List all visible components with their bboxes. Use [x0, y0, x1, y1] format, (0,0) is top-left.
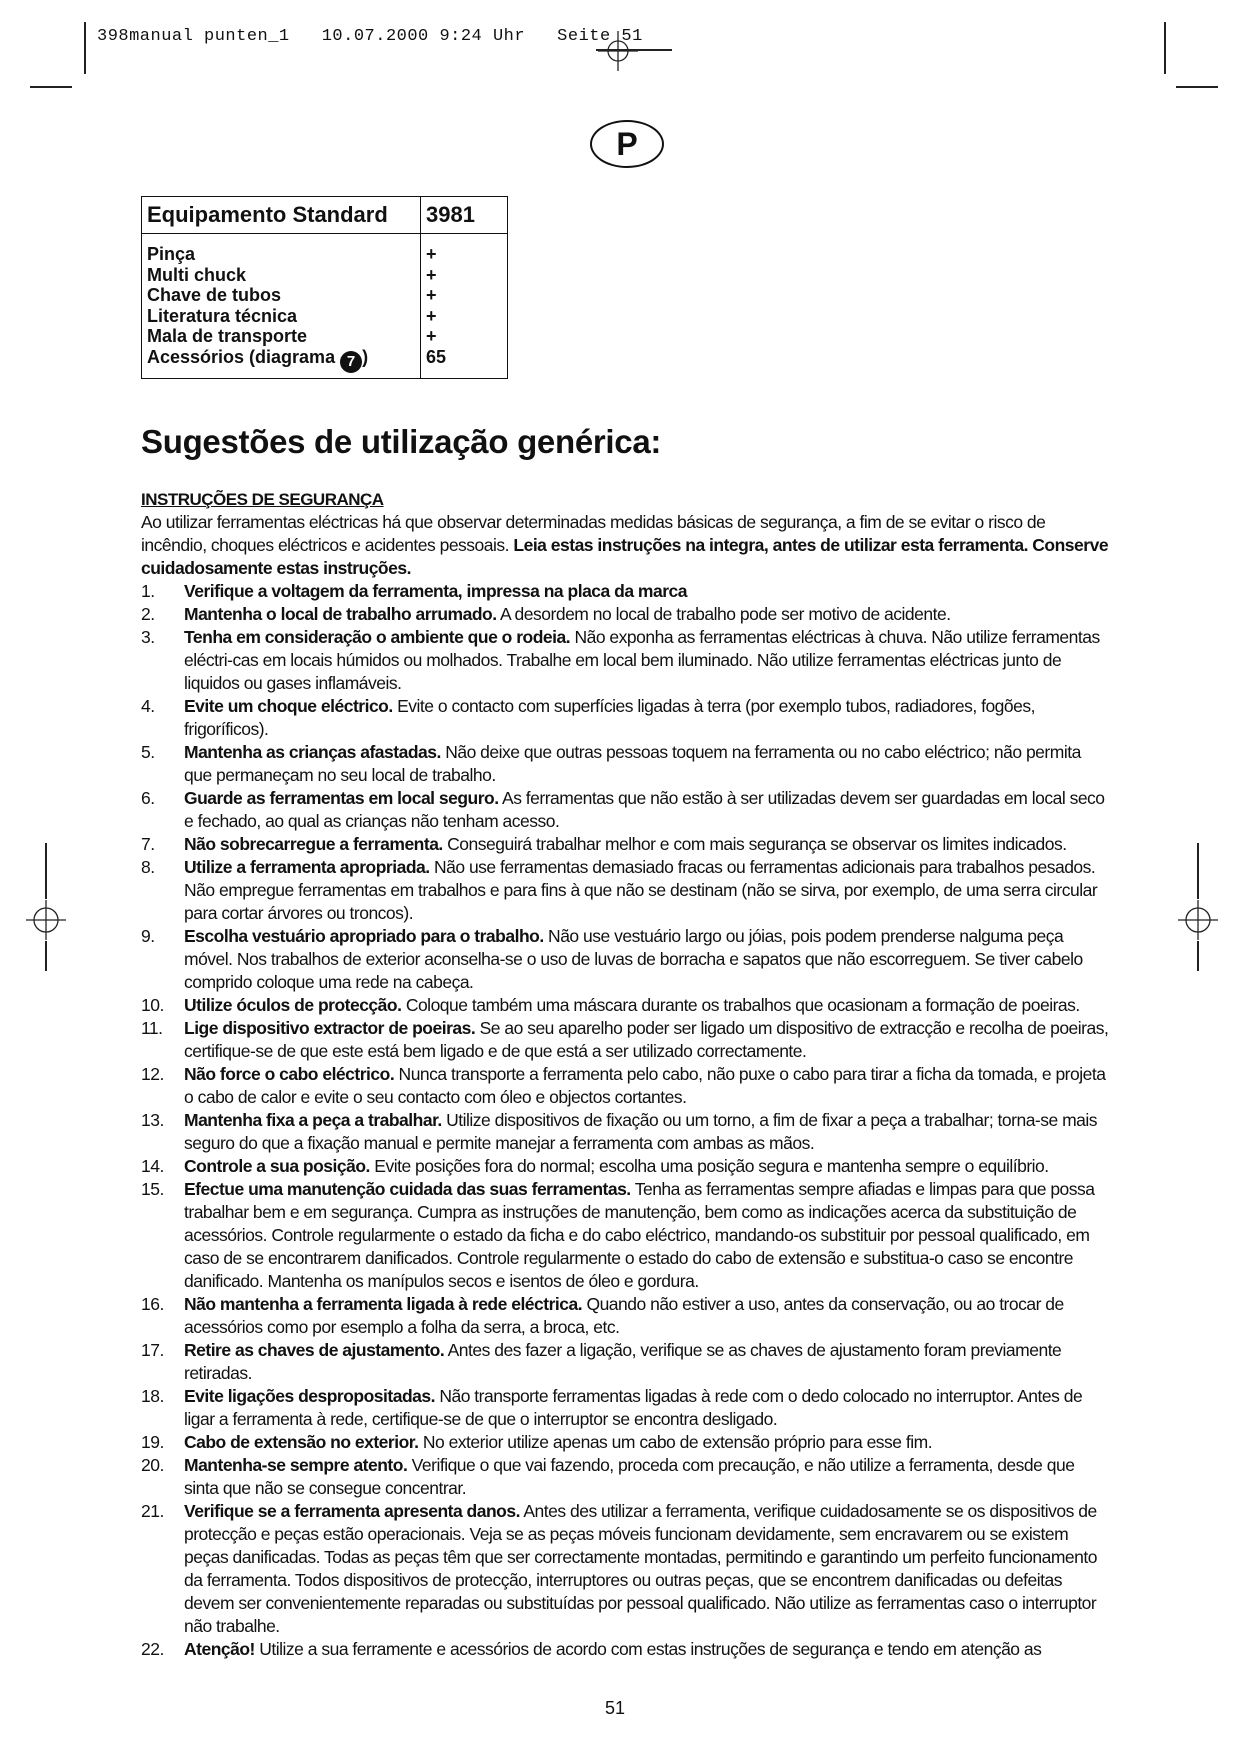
safety-title: INSTRUÇÕES DE SEGURANÇA: [141, 490, 384, 509]
equipment-item: Pinça: [147, 244, 196, 264]
rule-text: Coloque também uma máscara durante os trabalhos que ocasionam a formação de poeiras.: [401, 995, 1080, 1015]
equipment-value: +: [426, 244, 437, 264]
rule-title: Utilize a ferramenta apropriada.: [184, 857, 430, 877]
rule-text: Antes des utilizar a ferramenta, verifique cuidadosamente se os dispositivos de protecção e peças estão operacionais. Veja se as peças móveis funcionam devidamente, sem encravarem ou se existem peças danificadas. Todas as peças têm que ser correctamente montadas, permitindo e garantindo um perfeito funcionamento da ferramenta. Todos dispositivos de protecção, interruptores ou outras peças, que se encontrem danificadas ou defeitas devem ser convenientemente reparadas ou substituídas por pessoal qualificado. Não utilize as ferramentas caso o interruptor não trabalhe.: [184, 1501, 1097, 1636]
rule-text: Não use vestuário largo ou jóias, pois podem prenderse nalguma peça móvel. Nos trabalhos de exterior aconselha-se o uso de luvas de borracha e sapatos que não escorreguem. Se tiver cabelo comprido coloque uma rede na cabeça.: [184, 926, 1083, 992]
safety-intro: [141, 511, 1111, 580]
rule-title: Retire as chaves de ajustamento.: [184, 1340, 445, 1360]
safety-rule: [141, 1339, 1111, 1385]
rule-number: 18.: [141, 1386, 164, 1406]
rule-text: Utilize a sua ferramente e acessórios de acordo com estas instruções de segurança e tendo em atenção as: [254, 1639, 1042, 1659]
language-badge: P: [590, 120, 664, 168]
rule-number: 2.: [141, 604, 155, 624]
rule-number: 9.: [141, 926, 155, 946]
rule-text: Não deixe que outras pessoas toquem na ferramenta ou no cabo eléctrico; não permita que permaneçam no seu local de trabalho.: [184, 742, 1081, 785]
rule-number: 11.: [141, 1018, 163, 1038]
crop-mark: [45, 941, 47, 971]
safety-rule: [141, 1385, 1111, 1431]
rule-number: 3.: [141, 627, 155, 647]
rule-text: Evite o contacto com superfícies ligadas à terra (por exemplo tubos, radiadores, fogões, frigoríficos).: [184, 696, 1035, 739]
registration-mark-icon: [26, 900, 66, 940]
rule-title: Guarde as ferramentas em local seguro.: [184, 788, 499, 808]
equipment-values: [421, 234, 508, 379]
standard-equipment-table: [141, 196, 508, 379]
safety-instructions: [141, 488, 1111, 1661]
registration-mark-icon: [1178, 900, 1218, 940]
rule-text: As ferramentas que não estão à ser utilizadas devem ser guardadas em local seco e fechado, ao qual as crianças não tenham acesso.: [184, 788, 1105, 831]
rule-title: Utilize óculos de protecção.: [184, 995, 402, 1015]
rule-title: Não sobrecarregue a ferramenta.: [184, 834, 443, 854]
crop-mark: [1197, 843, 1199, 899]
diagram-number-badge: 7: [340, 351, 362, 373]
rule-number: 1.: [141, 581, 155, 601]
safety-intro-text: Ao utilizar ferramentas eléctricas há que observar determinadas medidas básicas de segurança, a fim de se evitar o risco de incêndio, choques eléctricos e acidentes pessoais.: [141, 512, 1046, 555]
rule-number: 10.: [141, 995, 164, 1015]
rule-text: Evite posições fora do normal; escolha uma posição segura e mantenha sempre o equilíbrio.: [369, 1156, 1049, 1176]
rule-number: 6.: [141, 788, 155, 808]
safety-rules-list: [141, 580, 1111, 1661]
rule-number: 4.: [141, 696, 155, 716]
rule-text: Quando não estiver a uso, antes da conservação, ou ao trocar de acessórios como por esemplo a folha da serra, a broca, etc.: [184, 1294, 1064, 1337]
safety-rule: [141, 994, 1111, 1017]
rule-title: Mantenha fixa a peça a trabalhar.: [184, 1110, 442, 1130]
rule-number: 8.: [141, 857, 155, 877]
table-header-model: 3981: [421, 197, 508, 234]
rule-number: 12.: [141, 1064, 164, 1084]
rule-text: Conseguirá trabalhar melhor e com mais segurança se observar os limites indicados.: [442, 834, 1067, 854]
safety-rule: [141, 787, 1111, 833]
rule-title: Tenha em consideração o ambiente que o rodeia.: [184, 627, 571, 647]
accessories-label: Acessórios (diagrama: [147, 346, 336, 367]
safety-intro-bold: Leia estas instruções na integra, antes de utilizar esta ferramenta. Conserve cuidadosamente estas instruções.: [141, 535, 1109, 578]
section-heading: Sugestões de utilização genérica:: [141, 423, 662, 460]
table-header-label: Equipamento Standard: [142, 197, 421, 234]
rule-title: Verifique a voltagem da ferramenta, impressa na placa da marca: [184, 581, 687, 601]
page-number: 51: [605, 1698, 626, 1718]
crop-mark: [84, 22, 86, 74]
safety-rule: [141, 1454, 1111, 1500]
rule-text: Verifique o que vai fazendo, proceda com precaução, e não utilize a ferramenta, desde que sinta que não se consegue concentrar.: [184, 1455, 1075, 1498]
equipment-item: Mala de transporte: [147, 326, 308, 346]
rule-number: 20.: [141, 1455, 164, 1475]
equipment-item: Literatura técnica: [147, 305, 298, 326]
rule-text: No exterior utilize apenas um cabo de extensão próprio para esse fim.: [418, 1432, 933, 1452]
crop-mark: [1164, 22, 1166, 74]
rule-title: Controle a sua posição.: [184, 1156, 370, 1176]
safety-rule: [141, 856, 1111, 925]
safety-rule: [141, 1431, 1111, 1454]
safety-rule: [141, 1638, 1111, 1661]
accessories-close: ): [362, 346, 369, 367]
print-slug: 398manual punten_1 10.07.2000 9:24 Uhr Seite 51: [97, 27, 643, 46]
rule-number: 5.: [141, 742, 155, 762]
rule-title: Não force o cabo eléctrico.: [184, 1064, 395, 1084]
safety-rule: [141, 1155, 1111, 1178]
equipment-item-accessories: [147, 347, 415, 373]
rule-text: Antes des fazer a ligação, verifique se as chaves de ajustamento foram previamente retiradas.: [184, 1340, 1062, 1383]
crop-mark: [1197, 941, 1199, 971]
safety-rule: [141, 603, 1111, 626]
crop-mark: [45, 843, 47, 899]
rule-text: A desordem no local de trabalho pode ser motivo de acidente.: [496, 604, 951, 624]
rule-text: Não transporte ferramentas ligadas à rede com o dedo colocado no interruptor. Antes de ligar a ferramenta à rede, certifique-se de que o interruptor se encontra desligado.: [184, 1386, 1083, 1429]
rule-title: Verifique se a ferramenta apresenta danos.: [184, 1501, 520, 1521]
rule-number: 22.: [141, 1639, 164, 1659]
safety-rule: [141, 626, 1111, 695]
equipment-value: +: [426, 285, 437, 305]
safety-rule: [141, 1109, 1111, 1155]
equipment-item: Multi chuck: [147, 264, 247, 285]
rule-title: Mantenha o local de trabalho arrumado.: [184, 604, 497, 624]
safety-rule: [141, 741, 1111, 787]
crop-mark: [1176, 86, 1218, 88]
rule-number: 21.: [141, 1501, 164, 1521]
rule-title: Cabo de extensão no exterior.: [184, 1432, 419, 1452]
equipment-labels: [142, 234, 421, 379]
crop-mark: [30, 86, 72, 88]
rule-text: Não exponha as ferramentas eléctricas à chuva. Não utilize ferramentas eléctri-cas em locais húmidos ou molhados. Trabalhe em local bem iluminado. Não utilize ferramentas eléctricas junto de liquidos ou gases inflamáveis.: [184, 627, 1100, 693]
table-header-row: [142, 197, 508, 234]
rule-title: Evite ligações despropositadas.: [184, 1386, 435, 1406]
safety-rule: [141, 1293, 1111, 1339]
rule-title: Lige dispositivo extractor de poeiras.: [184, 1018, 476, 1038]
rule-text: Não use ferramentas demasiado fracas ou ferramentas adicionais para trabalhos pesados. Não empregue ferramentas em trabalhos e para fins à que não se destinam (não se sirva, por exemplo, de uma serra circular para cortar árvores ou troncos).: [184, 857, 1098, 923]
safety-rule: [141, 1017, 1111, 1063]
rule-text: Utilize dispositivos de fixação ou um torno, a fim de fixar a peça a trabalhar; torna-se mais seguro do que a fixação manual e permite manejar a ferramenta com ambas as mãos.: [184, 1110, 1098, 1153]
rule-number: 19.: [141, 1432, 164, 1452]
rule-text: Nunca transporte a ferramenta pelo cabo, não puxe o cabo para tirar a ficha da tomada, e projeta o cabo de calor e evite o seu contacto com óleo e objectos cortantes.: [184, 1064, 1106, 1107]
rule-title: Mantenha-se sempre atento.: [184, 1455, 408, 1475]
equipment-value: +: [426, 326, 437, 346]
rule-number: 15.: [141, 1179, 164, 1199]
equipment-value: 65: [426, 346, 447, 367]
safety-rule: [141, 1178, 1111, 1293]
safety-rule: [141, 695, 1111, 741]
safety-rule: [141, 925, 1111, 994]
rule-number: 14.: [141, 1156, 164, 1176]
rule-title: Escolha vestuário apropriado para o trabalho.: [184, 926, 544, 946]
rule-title: Mantenha as crianças afastadas.: [184, 742, 441, 762]
registration-mark-icon: [598, 31, 638, 71]
equipment-value: +: [426, 264, 437, 285]
rule-title: Atenção!: [184, 1639, 255, 1659]
rule-title: Não mantenha a ferramenta ligada à rede eléctrica.: [184, 1294, 583, 1314]
rule-number: 7.: [141, 834, 155, 854]
safety-rule: [141, 833, 1111, 856]
equipment-value: +: [426, 305, 437, 326]
safety-rule: [141, 580, 1111, 603]
safety-rule: [141, 1063, 1111, 1109]
rule-title: Efectue uma manutenção cuidada das suas ferramentas.: [184, 1179, 631, 1199]
rule-number: 16.: [141, 1294, 164, 1314]
rule-text: Se ao seu aparelho poder ser ligado um dispositivo de extracção e recolha de poeiras, certifique-se de que este está bem ligado e de que está a ser utilizado correctamente.: [184, 1018, 1109, 1061]
safety-rule: [141, 1500, 1111, 1638]
rule-number: 13.: [141, 1110, 164, 1130]
rule-number: 17.: [141, 1340, 164, 1360]
rule-title: Evite um choque eléctrico.: [184, 696, 393, 716]
rule-text: Tenha as ferramentas sempre afiadas e limpas para que possa trabalhar bem e em segurança. Cumpra as instruções de manutenção, bem como as indicações acerca da substituição de acessórios. Controle regularmente o estado da ficha e do cabo eléctrico, mandando-os substituir por pessoal qualificado, em caso de se encontrarem danificados. Controle regularmente o estado do cabo de extensão e substitua-o caso se encontre danificado. Mantenha os manípulos secos e isentos de óleo e gordura.: [184, 1179, 1095, 1291]
equipment-item: Chave de tubos: [147, 285, 282, 305]
table-body-row: [142, 234, 508, 379]
